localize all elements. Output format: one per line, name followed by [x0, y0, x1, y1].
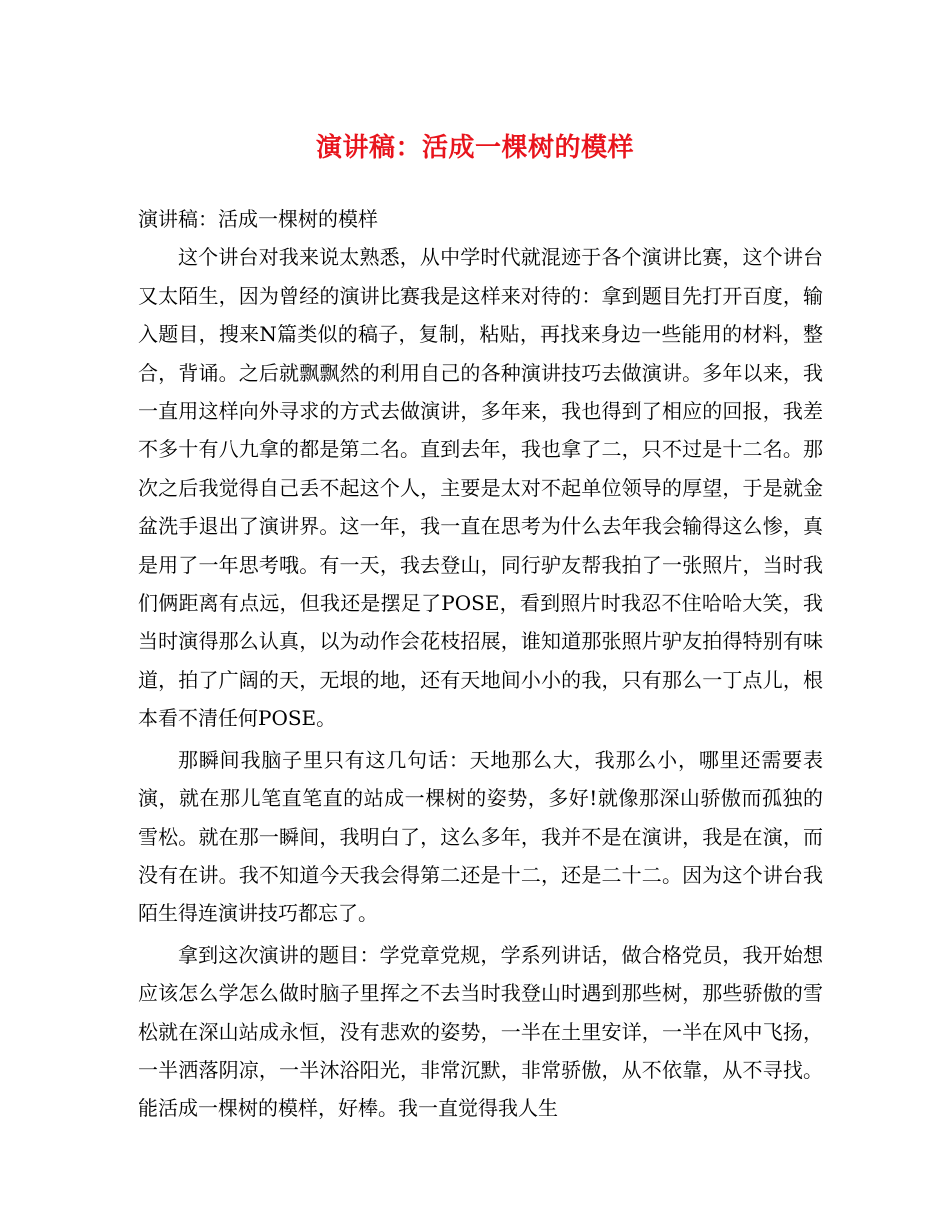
document-body: [138, 200, 823, 1131]
paragraph-2: 那瞬间我脑子里只有这几句话：天地那么大，我那么小，哪里还需要表演，就在那儿笔直笔直的站成一棵树的姿势，多好!就像那深山骄傲而孤独的雪松。就在那一瞬间，我明白了，这么多年，我并不是在演讲，我是在演，而没有在讲。我不知道今天我会得第二还是十二，还是二十二。因为这个讲台我陌生得连演讲技巧都忘了。: [138, 747, 823, 926]
document-title: 演讲稿：活成一棵树的模样: [315, 133, 634, 163]
paragraph-3: 拿到这次演讲的题目：学党章党规，学系列讲话，做合格党员，我开始想应该怎么学怎么做时脑子里挥之不去当时我登山时遇到那些树，那些骄傲的雪松就在深山站成永恒，没有悲欢的姿势，一半在土里安详，一半在风中飞扬，一半洒落阴凉，一半沐浴阳光，非常沉默，非常骄傲，从不依靠，从不寻找。能活成一棵树的模样，好棒。我一直觉得我人生: [138, 942, 823, 1121]
document-subtitle: 演讲稿：活成一棵树的模样: [138, 207, 378, 231]
paragraph-1: 这个讲台对我来说太熟悉，从中学时代就混迹于各个演讲比赛，这个讲台又太陌生，因为曾经的演讲比赛我是这样来对待的：拿到题目先打开百度，输入题目，搜来N篇类似的稿子，复制，粘贴，再找来身边一些能用的材料，整合，背诵。之后就飘飘然的利用自己的各种演讲技巧去做演讲。多年以来，我一直用这样向外寻求的方式去做演讲，多年来，我也得到了相应的回报，我差不多十有八九拿的都是第二名。直到去年，我也拿了二，只不过是十二名。那次之后我觉得自己丢不起这个人，主要是太对不起单位领导的厚望，于是就金盆洗手退出了演讲界。这一年，我一直在思考为什么去年我会输得这么惨，真是用了一年思考哦。有一天，我去登山，同行驴友帮我拍了一张照片，当时我们俩距离有点远，但我还是摆足了POSE，看到照片时我忍不住哈哈大笑，我当时演得那么认真，以为动作会花枝招展，谁知道那张照片驴友拍得特别有味道，拍了广阔的天，无垠的地，还有天地间小小的我，只有那么一丁点儿，根本看不清任何POSE。: [138, 245, 823, 731]
